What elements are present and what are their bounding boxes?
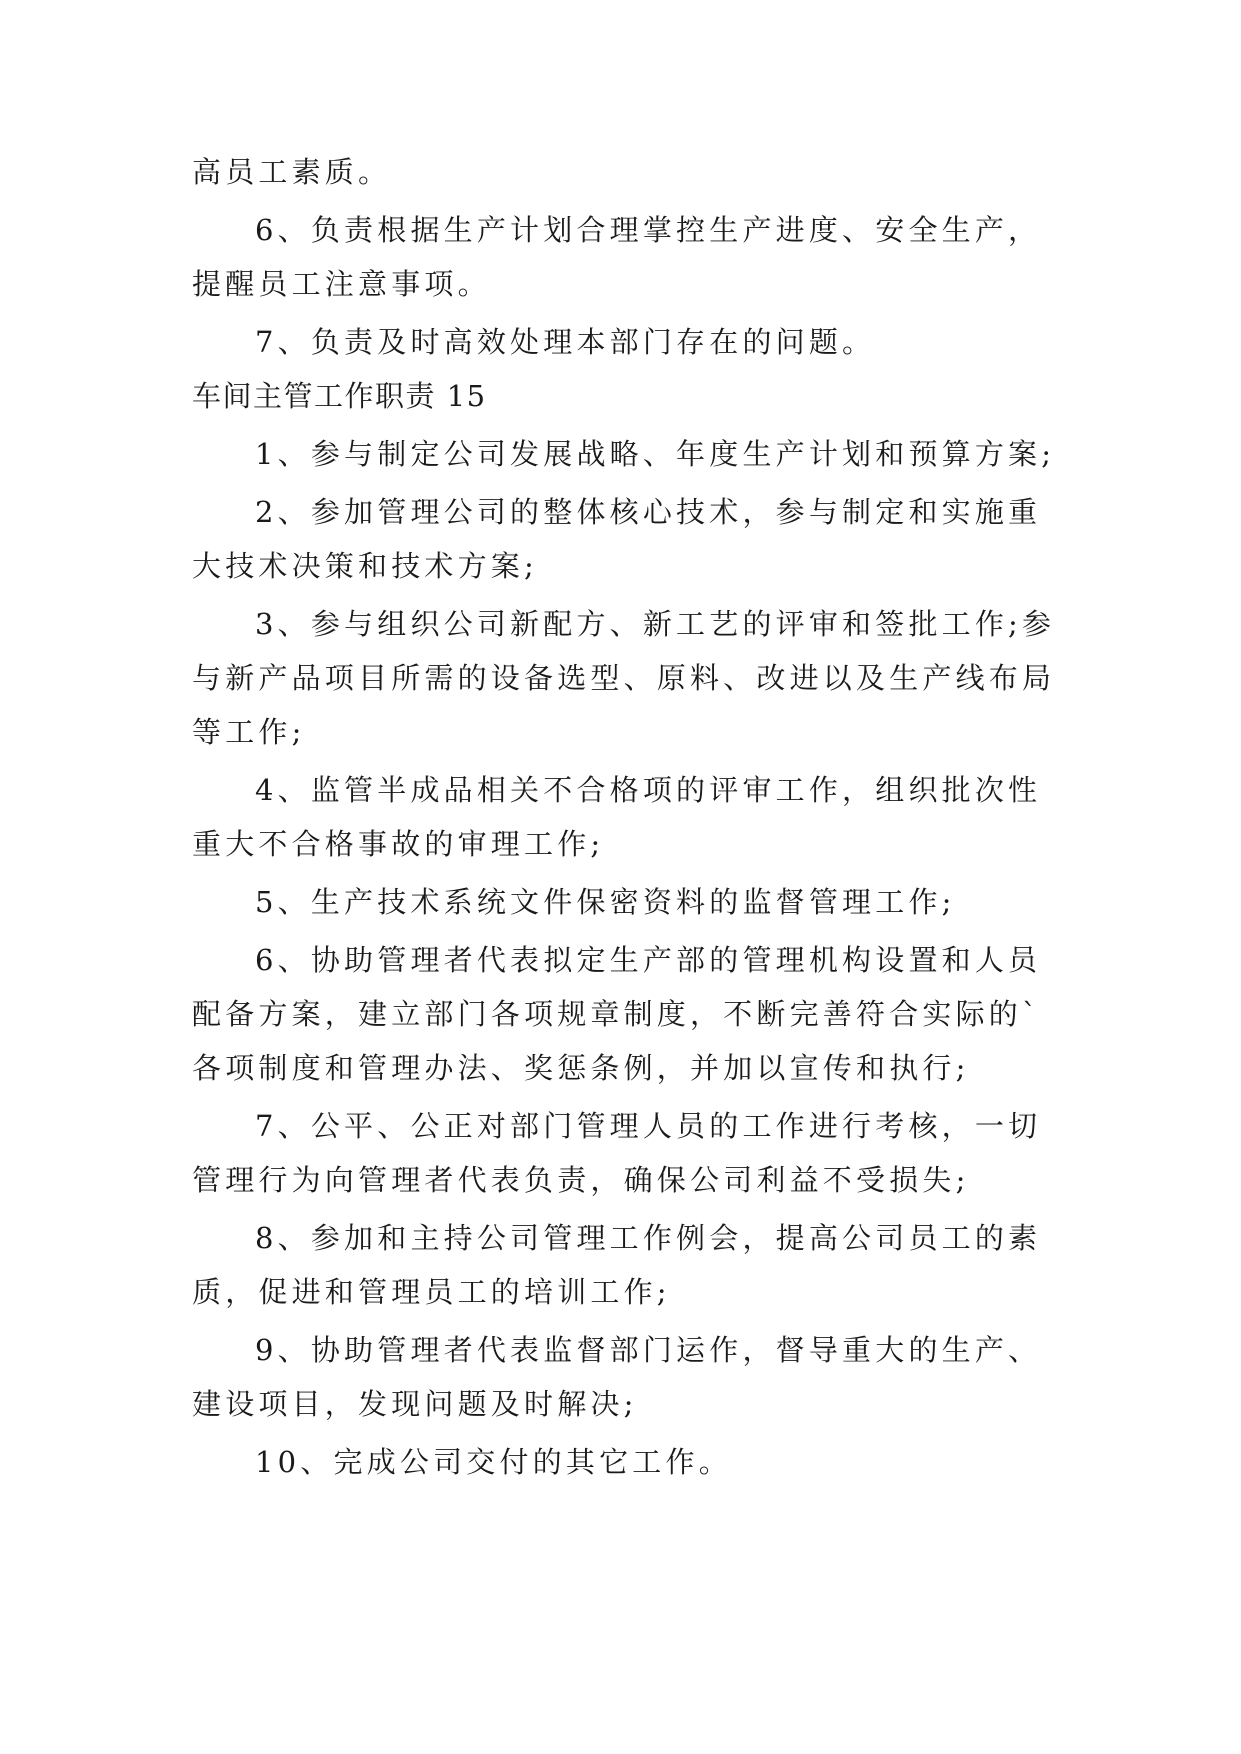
list-item-4: 4、监管半成品相关不合格项的评审工作，组织批次性 [255, 773, 1042, 807]
paragraph-line: 建设项目，发现问题及时解决; [192, 1387, 638, 1421]
list-item-9: 9、协助管理者代表监督部门运作，督导重大的生产、 [255, 1333, 1042, 1367]
list-item-1: 1、参与制定公司发展战略、年度生产计划和预算方案; [255, 437, 1056, 471]
paragraph-line: 各项制度和管理办法、奖惩条例，并加以宣传和执行; [192, 1051, 970, 1085]
section-heading: 车间主管工作职责 15 [192, 379, 487, 413]
paragraph-line: 管理行为向管理者代表负责，确保公司利益不受损失; [192, 1163, 970, 1197]
paragraph-line: 与新产品项目所需的设备选型、原料、改进以及生产线布局 [192, 661, 1056, 695]
list-item-7: 7、负责及时高效处理本部门存在的问题。 [255, 325, 876, 359]
list-item-3: 3、参与组织公司新配方、新工艺的评审和签批工作;参 [255, 607, 1056, 641]
list-item-6: 6、负责根据生产计划合理掌控生产进度、安全生产， [255, 213, 1042, 247]
paragraph-line: 提醒员工注意事项。 [192, 267, 491, 301]
list-item-10: 10、完成公司交付的其它工作。 [255, 1445, 732, 1479]
list-item-8: 8、参加和主持公司管理工作例会，提高公司员工的素 [255, 1221, 1042, 1255]
list-item-5: 5、生产技术系统文件保密资料的监督管理工作; [255, 885, 956, 919]
list-item-6b: 6、协助管理者代表拟定生产部的管理机构设置和人员 [255, 943, 1042, 977]
paragraph-line: 质，促进和管理员工的培训工作; [192, 1275, 671, 1309]
paragraph-line: 重大不合格事故的审理工作; [192, 827, 605, 861]
list-item-2: 2、参加管理公司的整体核心技术，参与制定和实施重 [255, 495, 1042, 529]
paragraph-line: 高员工素质。 [192, 155, 392, 189]
paragraph-line: 配备方案，建立部门各项规章制度，不断完善符合实际的` [192, 997, 1041, 1031]
paragraph-line: 等工作; [192, 715, 306, 749]
paragraph-line: 大技术决策和技术方案; [192, 549, 538, 583]
list-item-7b: 7、公平、公正对部门管理人员的工作进行考核，一切 [255, 1109, 1042, 1143]
